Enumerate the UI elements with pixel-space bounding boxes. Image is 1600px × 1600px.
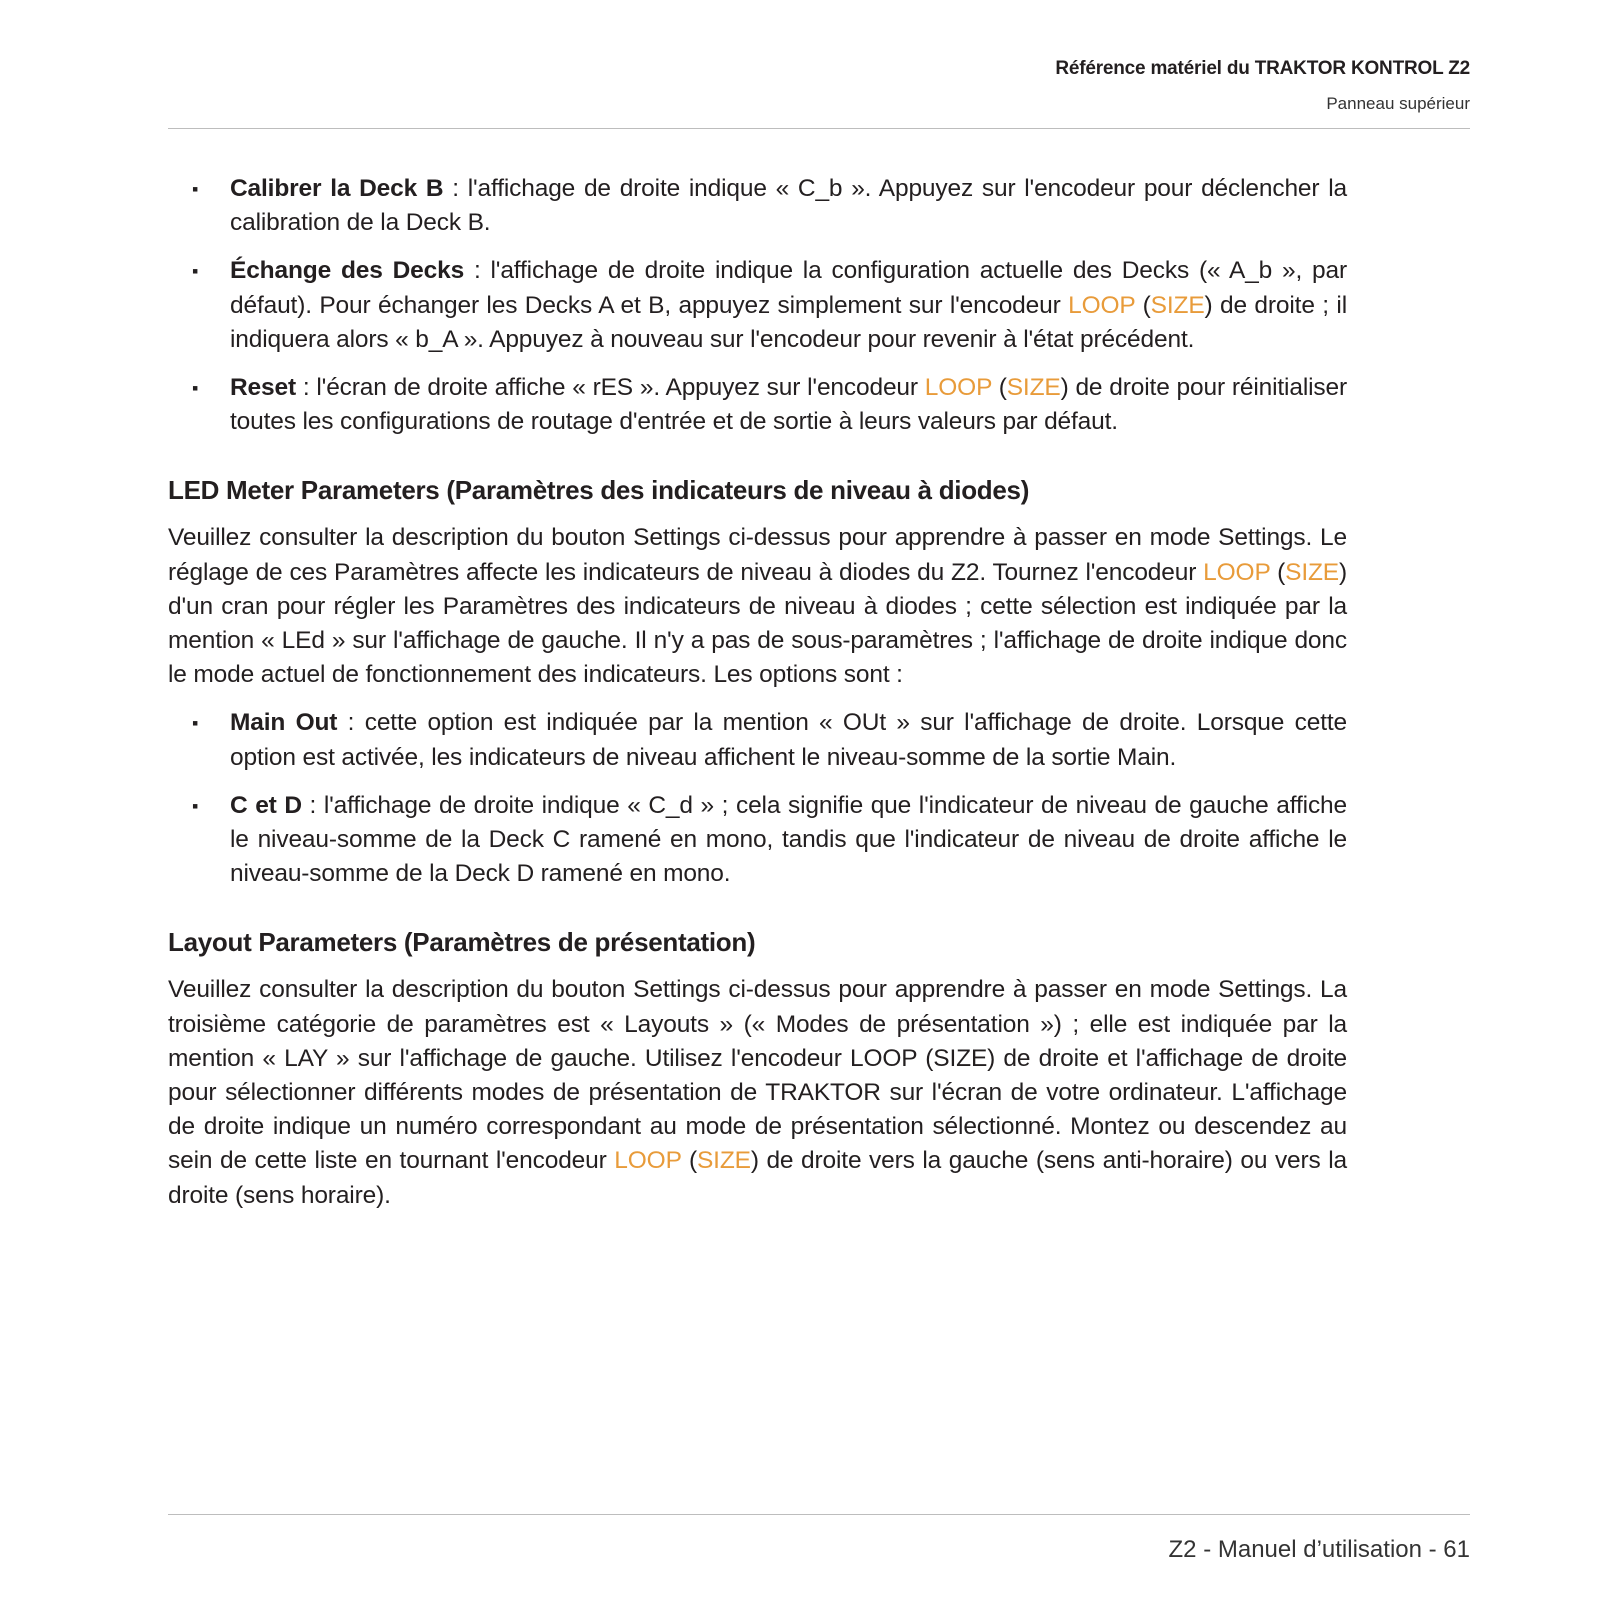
paragraph-text: ) d'un cran pour régler les Paramètres des indicateurs de niveau à diodes ; cette sélection est indiquée par la mention « LEd » sur l'affichage de gauche. Il n'y a pas de sous-paramètres ; l'affichage de droite indique donc le mode actuel de fonctionnement des indicateurs. Les options sont : — [168, 558, 1347, 689]
page-number: Z2 - Manuel d’utilisation - 61 — [1168, 1536, 1470, 1563]
paragraph-text: ( — [681, 1147, 697, 1175]
page-footer — [168, 1514, 1470, 1565]
bullet-text: ( — [991, 374, 1007, 402]
header-subtitle: Panneau supérieur — [1326, 94, 1470, 113]
bullet-term: Échange des Decks — [230, 257, 465, 285]
section-paragraph — [168, 973, 1347, 1212]
size-highlight: SIZE — [696, 1147, 751, 1175]
bullet-text: : l'affichage de droite indique « C_d » ; cela signifie que l'indicateur de niveau de gauche affiche le niveau-somme de la Deck C ramené en mono, tandis que l'indicateur de niveau de droite affiche le niveau-somme de la Deck D ramené en mono. — [230, 791, 1347, 888]
section-heading-layout: Layout Parameters (Paramètres de présentation) — [168, 927, 756, 958]
list-item — [168, 706, 1347, 774]
bullet-marker: ▪ — [192, 378, 199, 399]
loop-highlight: LOOP — [1203, 558, 1271, 586]
bullet-term: C et D — [230, 791, 302, 819]
size-highlight: SIZE — [1285, 558, 1339, 586]
bullet-term: Reset — [230, 374, 296, 402]
loop-highlight: LOOP — [1068, 291, 1136, 319]
paragraph-text: ) de droite vers la gauche (sens anti-horaire) ou vers la droite (sens horaire). — [168, 1147, 1348, 1209]
bullet-text: ( — [1135, 291, 1151, 319]
loop-highlight: LOOP — [924, 374, 992, 402]
bullet-term: Main Out — [230, 709, 338, 737]
paragraph-text: Veuillez consulter la description du bouton Settings ci-dessus pour apprendre à passer en mode Settings. Le réglage de ces Paramètres affecte les indicateurs de niveau à diodes du Z2. Tournez l'encodeur — [168, 524, 1347, 586]
bullet-marker: ▪ — [192, 795, 199, 816]
section-paragraph — [168, 521, 1347, 692]
bullet-marker: ▪ — [192, 179, 199, 199]
bullet-text: : l'écran de droite affiche « rES ». Appuyez sur l'encodeur — [295, 374, 925, 402]
size-highlight: SIZE — [1150, 291, 1205, 319]
paragraph-text: ( — [1270, 558, 1286, 586]
page-content — [168, 172, 1347, 1227]
bullet-text: ) de droite ; il indiquera alors « b_A ». Appuyez à nouveau sur l'encodeur pour revenir à l'état précédent. — [230, 291, 1348, 353]
section-heading-led: LED Meter Parameters (Paramètres des indicateurs de niveau à diodes) — [168, 475, 1030, 506]
bullet-text: : l'affichage de droite indique « C_b ». Appuyez sur l'encodeur pour déclencher la calibration de la Deck B. — [230, 175, 1347, 237]
size-highlight: SIZE — [1006, 374, 1061, 402]
list-item — [168, 254, 1347, 357]
bullet-marker: ▪ — [192, 261, 199, 282]
loop-highlight: LOOP — [614, 1147, 682, 1175]
bullet-marker: ▪ — [192, 713, 199, 734]
page-header — [168, 54, 1470, 129]
list-item — [168, 789, 1347, 892]
list-item — [168, 371, 1347, 439]
bullet-term: Calibrer la Deck B — [230, 175, 444, 202]
paragraph-text: Veuillez consulter la description du bouton Settings ci-dessus pour apprendre à passer en mode Settings. La troisième catégorie de paramètres est « Layouts » (« Modes de présentation ») ; elle est indiquée par la mention « LAY » sur l'affichage de gauche. Utilisez l'encodeur LOOP (SIZE) de droite et l'affichage de droite pour sélectionner différents modes de présentation de TRAKTOR sur l'écran de votre ordinateur. L'affichage de droite indique un numéro correspondant au mode de présentation sélectionné. Montez ou descendez au sein de cette liste en tournant l'encodeur — [168, 976, 1347, 1175]
list-item — [168, 172, 1347, 240]
bullet-text: : l'affichage de droite indique la configuration actuelle des Decks (« A_b », par défaut). Pour échanger les Decks A et B, appuyez simplement sur l'encodeur — [230, 257, 1348, 319]
bullet-text: : cette option est indiquée par la mention « OUt » sur l'affichage de droite. Lorsque cette option est activée, les indicateurs de niveau affichent le niveau-somme de la sortie Main. — [230, 709, 1347, 771]
header-title: Référence matériel du TRAKTOR KONTROL Z2 — [1055, 58, 1470, 79]
bullet-text: ) de droite pour réinitialiser toutes les configurations de routage d'entrée et de sortie à leurs valeurs par défaut. — [230, 374, 1347, 436]
